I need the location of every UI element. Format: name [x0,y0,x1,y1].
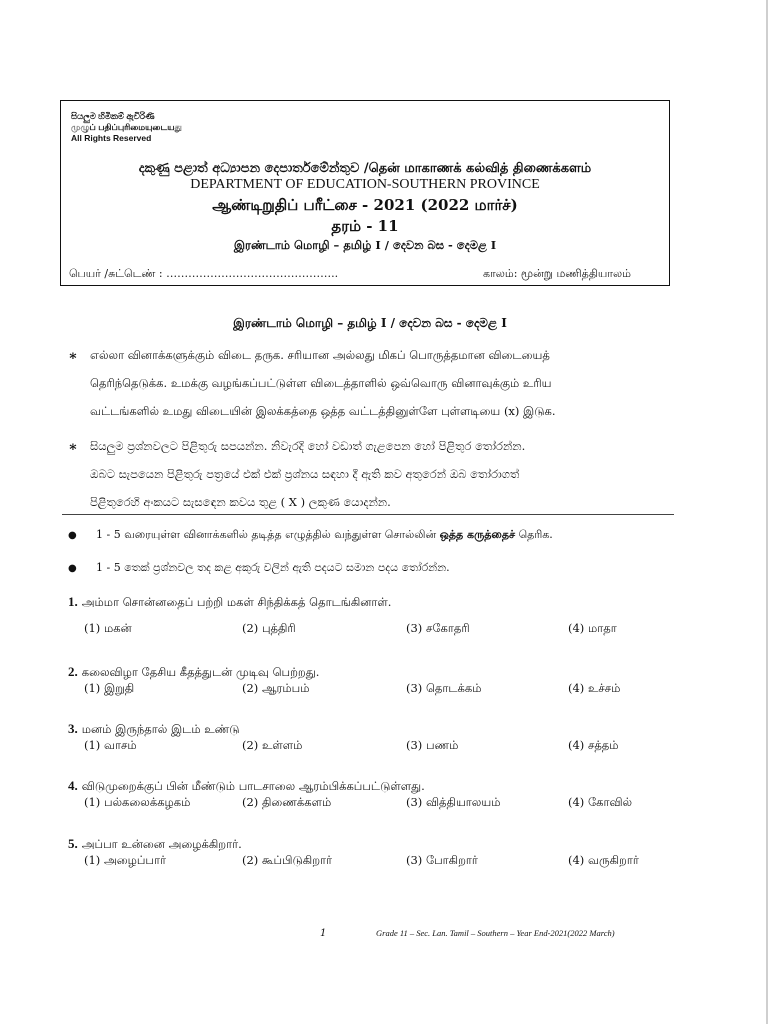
question-options [68,681,688,699]
instruction-line: வட்டங்களில் உமது விடையின் இலக்கத்தை ஒத்த வட்டத்தினுள்ளே புள்ளடியை (x) இடுக. [90,404,556,418]
question-number: 3. [68,721,78,736]
exam-header-box [60,100,670,286]
question-stem [68,594,688,611]
grade-label: தரம் - 11 [331,217,399,235]
question-text: அப்பா உன்னை அழைக்கிறார். [81,837,242,851]
question-options [68,795,688,813]
department-name-english: DEPARTMENT OF EDUCATION-SOUTHERN PROVINCE [190,177,540,192]
option-3: (3) தொடக்கம் [406,681,482,695]
option-4: (4) சத்தம் [568,738,619,752]
option-3: (3) சகோதரி [406,621,470,635]
option-2: (2) புத்திரி [242,621,296,635]
question-5 [68,836,688,871]
question-number: 4. [68,778,78,793]
instruction-line: පිළිතුරෙහි අංකයට සැසඳෙන කවය තුළ ( X ) ලකුණ යොදන්න. [90,495,391,509]
option-2: (2) கூப்பிடுகிறார் [242,853,333,867]
question-number: 5. [68,836,78,851]
question-stem [68,836,688,853]
question-stem [68,721,688,738]
question-1 [68,594,688,639]
instruction-tamil [90,341,680,425]
section-note-text: தெரிக. [515,528,553,541]
rights-sinhala: සියලුම හිමිකම් ඇවිරිණි [71,111,155,121]
rights-english: All Rights Reserved [71,133,152,143]
question-number: 1. [68,594,78,609]
question-text: மனம் இருந்தால் இடம் உண்டு [81,722,240,736]
question-number: 2. [68,664,78,679]
section-note-sinhala: 1 - 5 තෙක් ප්‍රශ්නවල තද කළ අකුරු වලින් ඇති පදයට සමාන පදය තෝරන්න. [96,561,450,574]
option-2: (2) ஆரம்பம் [242,681,310,695]
section-note-marker: ● [68,530,77,541]
option-1: (1) வாசம் [84,738,137,752]
question-4 [68,778,688,813]
instruction-line: தெரிந்தெடுக்க. உமக்கு வழங்கப்பட்டுள்ள விடைத்தாளில் ஒவ்வொரு வினாவுக்கும் உரிய [90,376,552,390]
instruction-line: ඔබට සැපයෙන පිළිතුරු පත්‍රයේ එක් එක් ප්‍රශ්නය සඳහා දී ඇති කව අතුරෙන් ඔබ තෝරාගත් [90,467,520,481]
option-3: (3) போகிறார் [406,853,478,867]
question-options [68,621,688,639]
section-note-text: 1 - 5 வரையுள்ள வினாக்களில் தடித்த எழுத்தில் வந்துள்ள சொல்லின் [96,528,440,541]
instruction-marker: ∗ [68,439,78,455]
question-text: விடுமுறைக்குப் பின் மீண்டும் பாடசாலை ஆரம்பிக்கப்பட்டுள்ளது. [81,779,425,793]
option-1: (1) பல்கலைக்கழகம் [84,795,191,809]
question-options [68,738,688,756]
question-stem [68,664,688,681]
option-1: (1) அழைப்பார் [84,853,166,867]
department-name-local: දකුණු පළාත් අධ්‍යාපන දෙපාර්තමේන්තුව /தென் மாகாணக் கல்வித் திணைக்களம் [138,161,592,176]
question-2 [68,664,688,699]
option-4: (4) வருகிறார் [568,853,639,867]
instruction-sinhala [90,432,680,516]
question-text: கலைவிழா தேசிய கீதத்துடன் முடிவு பெற்றது. [81,665,320,679]
rights-tamil: முழுப் பதிப்புரிமையுடையது [71,122,182,132]
section-note-tamil [96,528,676,542]
option-4: (4) உச்சம் [568,681,621,695]
option-4: (4) கோவில் [568,795,633,809]
subject-label: இரண்டாம் மொழி – தமிழ் I / දෙවන බස - දෙමළ I [233,238,497,252]
option-4: (4) மாதா [568,621,617,635]
rights-notice [71,111,182,144]
section-note-marker: ● [68,563,77,574]
option-1: (1) இறுதி [84,681,135,695]
question-text: அம்மா சொன்னதைப் பற்றி மகள் சிந்திக்கத் தொடங்கினாள். [81,595,392,609]
option-3: (3) பணம் [406,738,459,752]
option-1: (1) மகன் [84,621,132,635]
question-options [68,853,688,871]
question-3 [68,721,688,756]
paper-subheading: இரண்டாம் மொழி – தமிழ் I / දෙවන බස - දෙමළ I [233,316,507,330]
exam-title: ஆண்டிறுதிப் பரீட்சை - 2021 (2022 மார்ச்) [212,196,518,214]
duration-label: காலம்: மூன்று மணித்தியாலம் [482,267,631,280]
section-divider [62,514,674,515]
option-2: (2) திணைக்களம் [242,795,332,809]
instruction-line: සියලුම ප්‍රශ්නවලට පිළිතුරු සපයන්න. නිවැරදි හෝ වඩාත් ගැළපෙන හෝ පිළිතුර තෝරන්න. [90,439,526,453]
instruction-marker: ∗ [68,348,78,364]
question-stem [68,778,688,795]
option-3: (3) வித்தியாலயம் [406,795,501,809]
name-index-field: பெயர் /சுட்டெண் : ……………………………………….. [69,267,339,280]
section-note-emphasis: ஒத்த கருத்தைச் [439,528,516,541]
page-number: 1 [320,928,327,939]
instruction-line: எல்லா வினாக்களுக்கும் விடை தருக. சரியான அல்லது மிகப் பொருத்தமான விடையைத் [90,348,550,362]
page-footer: Grade 11 – Sec. Lan. Tamil – Southern – Year End-2021(2022 March) [376,928,615,938]
option-2: (2) உள்ளம் [242,738,303,752]
